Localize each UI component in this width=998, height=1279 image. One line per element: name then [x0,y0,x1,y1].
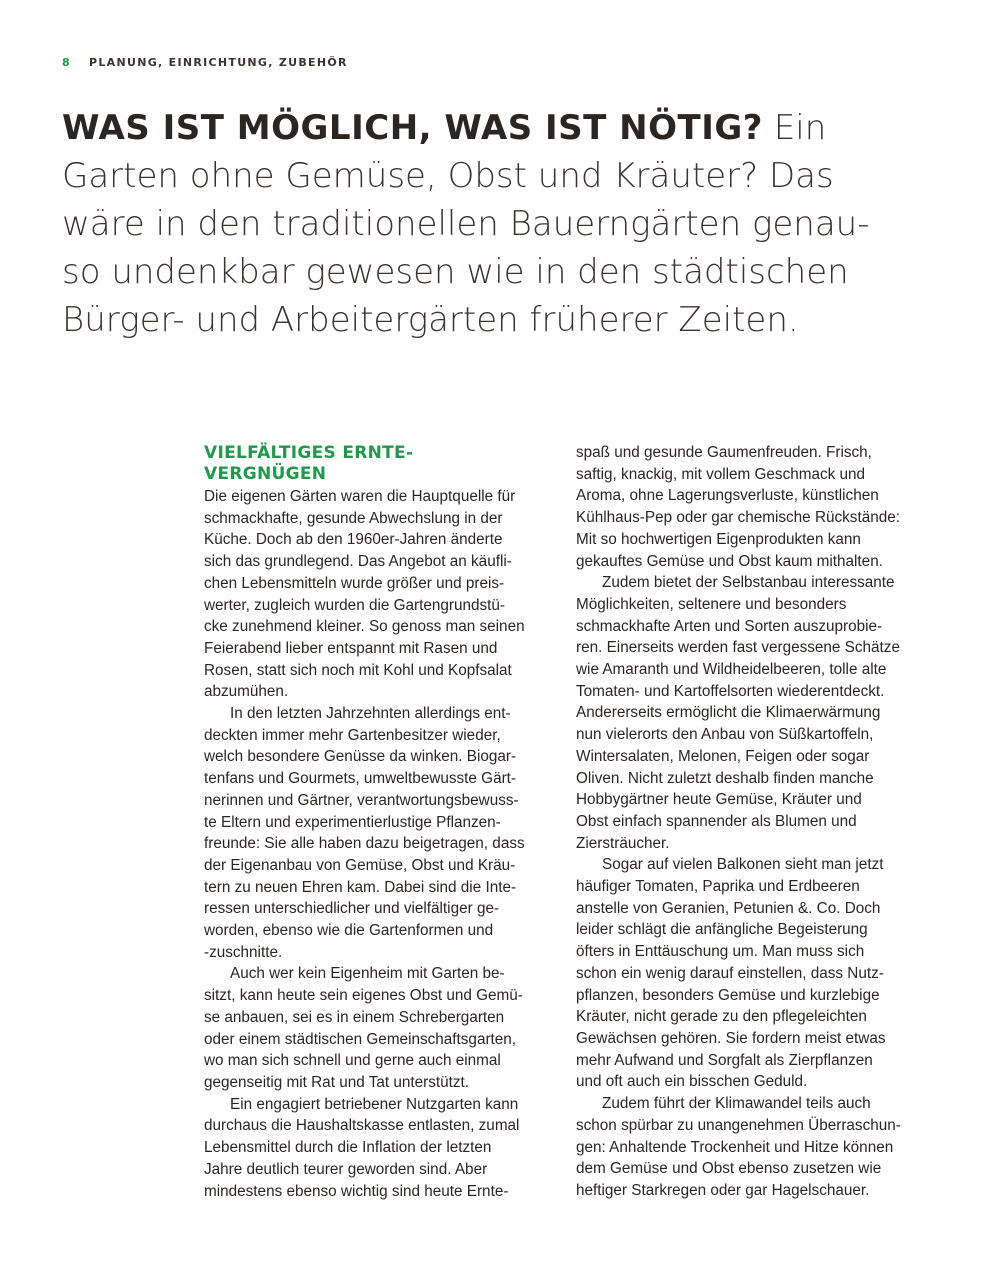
text-line: Ziersträucher. [576,834,670,852]
text-line: Zudem bietet der Selbstanbau interessante [602,574,895,592]
text-line: -zuschnitte. [204,943,283,961]
intro-paragraph [62,104,962,344]
text-line: chen Lebensmitteln wurde größer und preis- [204,574,505,592]
body-column-left [204,486,549,1202]
text-line: cke zunehmend kleiner. So genoss man seinen [204,618,525,636]
text-line: schon spürbar zu unangenehmen Überraschun- [576,1116,901,1134]
text-line: heftiger Starkregen oder gar Hagelschauer. [576,1181,870,1199]
text-line: freunde: Sie alle haben dazu beigetragen, dass [204,835,525,853]
text-line: Obst einfach spannender als Blumen und [576,812,857,830]
text-line: Feierabend lieber entspannt mit Rasen und [204,639,498,657]
text-line: ren. Einerseits werden fast vergessene Schätze [576,639,900,657]
section-subheading [204,443,549,485]
text-line: Jahre deutlich teurer geworden sind. Aber [204,1160,488,1178]
text-line: Kühlhaus-Pep oder gar chemische Rückstände: [576,509,900,527]
text-line: Oliven. Nicht zuletzt deshalb finden manche [576,769,874,787]
intro-lead: WAS IST MÖGLICH, WAS IST NÖTIG? [62,108,764,148]
text-line: gegenseitig mit Rat und Tat unterstützt. [204,1073,470,1091]
text-line: Sogar auf vielen Balkonen sieht man jetzt [602,856,884,874]
text-line: nun vielerorts den Anbau von Süßkartoffeln, [576,726,874,744]
text-line: Gewächsen gehören. Sie fordern meist etwas [576,1029,886,1047]
text-line: pflanzen, besonders Gemüse und kurzlebige [576,986,880,1004]
text-line: te Eltern und experimentierlustige Pflanzen- [204,813,501,831]
text-line: Lebensmittel durch die Inflation der letzten [204,1139,492,1157]
text-line: leider schlägt die anfängliche Begeisterung [576,921,868,939]
text-line: spaß und gesunde Gaumenfreuden. Frisch, [576,444,872,461]
text-line: Mit so hochwertigen Eigenprodukten kann [576,530,861,548]
text-line: schmackhafte Arten und Sorten auszuprobie- [576,617,883,635]
page-number: 8 [62,56,71,69]
text-line: Tomaten- und Kartoffelsorten wiederentdeckt. [576,682,885,700]
text-line: schon ein wenig darauf einstellen, dass Nutz- [576,964,884,982]
text-line: der Eigenanbau von Gemüse, Obst und Kräu- [204,856,516,874]
text-line: Andererseits ermöglicht die Klimaerwärmung [576,704,881,722]
text-line: Rosen, statt sich noch mit Kohl und Kopfsalat [204,661,512,679]
text-line: häufiger Tomaten, Paprika und Erdbeeren [576,878,860,896]
text-line: oder einem städtischen Gemeinschaftsgarten, [204,1030,517,1048]
subheading-line: VERGNÜGEN [204,464,327,484]
text-line: Ein engagiert betriebener Nutzgarten kann [230,1095,519,1113]
intro-line [62,104,962,152]
text-line: mindestens ebenso wichtig sind heute Ernte- [204,1182,509,1200]
text-line: nerinnen und Gärtner, verantwortungsbewuss- [204,791,519,809]
text-line: schmackhafte, gesunde Abwechslung in der [204,509,503,527]
text-line: gekauftes Gemüse und Obst kaum mithalten. [576,552,883,570]
text-line: sich das grundlegend. Das Angebot an käufli- [204,553,512,571]
text-line: sitzt, kann heute sein eigenes Obst und Gemü- [204,987,523,1005]
text-line: gen: Anhaltende Trockenheit und Hitze können [576,1138,894,1156]
section-title: PLANUNG, EINRICHTUNG, ZUBEHÖR [88,56,348,69]
text-line: Küche. Doch ab den 1960er-Jahren änderte [204,531,503,549]
text-line: tenfans und Gourmets, umweltbewusste Gärt- [204,770,517,788]
intro-line: Garten ohne Gemüse, Obst und Kräuter? Das [62,156,834,196]
intro-line: so undenkbar gewesen wie in den städtischen [62,252,849,292]
body-column-right [576,442,921,1202]
text-line: dem Gemüse und Obst ebenso zusetzen wie [576,1160,882,1178]
text-line: Auch wer kein Eigenheim mit Garten be- [230,965,505,983]
text-line: deckten immer mehr Gartenbesitzer wieder, [204,726,501,744]
text-line: saftig, knackig, mit vollem Geschmack und [576,465,866,483]
running-header [62,56,348,69]
text-line: wie Amaranth und Wildheidelbeeren, tolle alte [576,661,887,679]
text-line: und oft auch ein bisschen Geduld. [576,1073,808,1091]
text-line: welch besondere Genüsse da winken. Biogar- [204,748,517,766]
text-line: In den letzten Jahrzehnten allerdings ent- [230,705,511,723]
text-line: anstelle von Geranien, Petunien &. Co. Doch [576,899,881,917]
text-line: worden, ebenso wie die Gartenformen und [204,922,494,940]
text-line: mehr Aufwand und Sorgfalt als Zierpflanzen [576,1051,873,1069]
text-line: öfters in Enttäuschung um. Man muss sich [576,943,865,961]
subheading-line: VIELFÄLTIGES ERNTE- [204,443,414,463]
text-line: Kräuter, nicht gerade zu den pflegeleichten [576,1008,867,1026]
text-line: wo man sich schnell und gerne auch einmal [204,1052,501,1070]
text-line: Zudem führt der Klimawandel teils auch [602,1095,871,1113]
text-line: Hobbygärtner heute Gemüse, Kräuter und [576,791,862,809]
text-line: Aroma, ohne Lagerungsverluste, künstlichen [576,487,879,505]
text-line: tern zu neuen Ehren kam. Dabei sind die Inte- [204,878,517,896]
text-line: se anbauen, sei es in einem Schrebergarten [204,1008,505,1026]
text-line: ressen unterschiedlicher und vielfältiger ge- [204,900,500,918]
intro-line: Bürger- und Arbeitergärten früherer Zeiten. [62,300,799,340]
text-line: werter, zugleich wurden die Gartengrundstü- [204,596,506,614]
text-line: durchaus die Haushaltskasse entlasten, zumal [204,1117,520,1135]
intro-text: Ein [763,108,827,148]
intro-line: wäre in den traditionellen Bauerngärten genau- [62,204,870,244]
text-line: abzumühen. [204,683,289,701]
text-line: Möglichkeiten, seltenere und besonders [576,595,847,613]
text-line: Wintersalaten, Melonen, Feigen oder sogar [576,747,870,765]
text-line: Die eigenen Gärten waren die Hauptquelle für [204,488,516,505]
